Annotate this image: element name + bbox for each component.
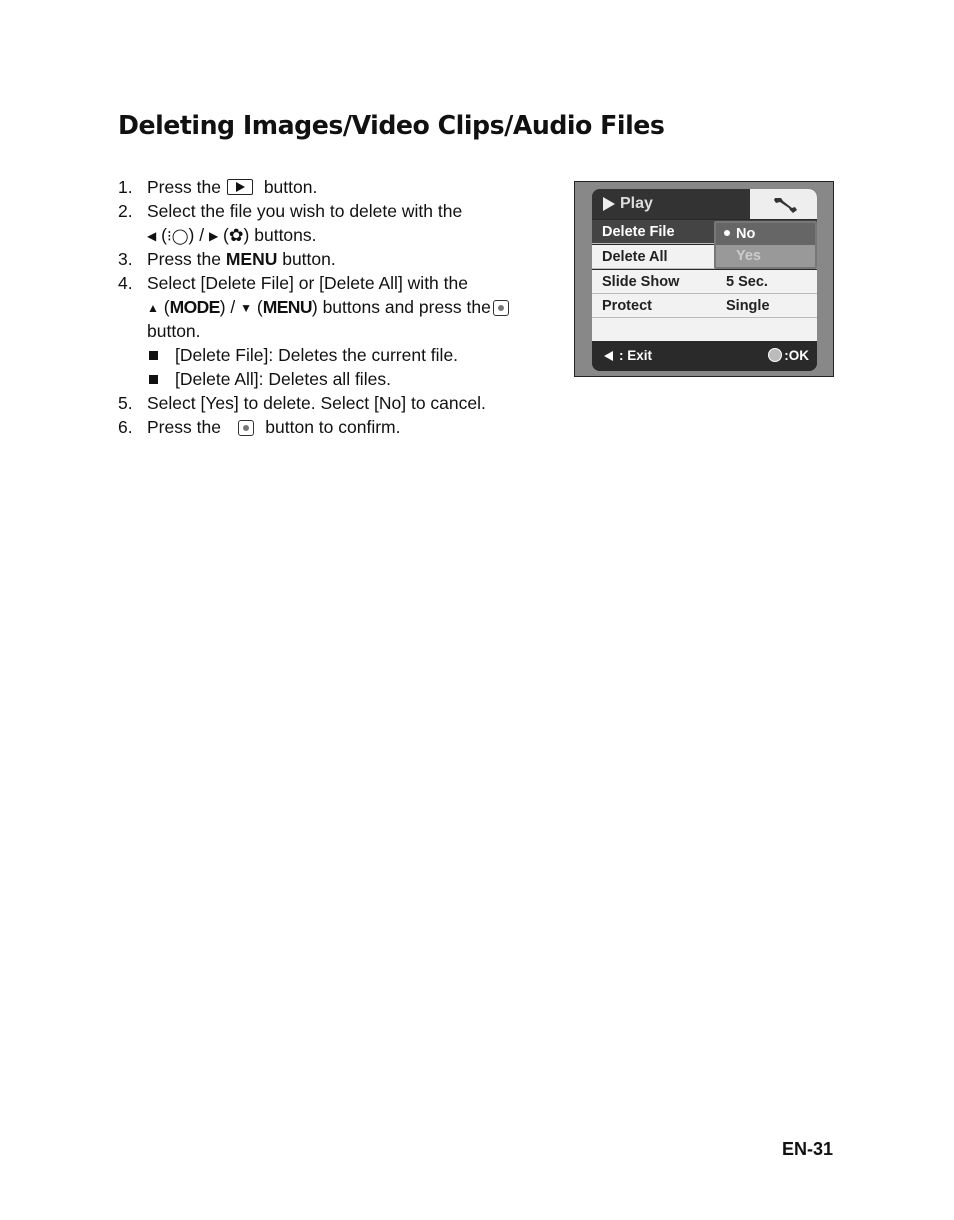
page-number: EN-31: [782, 1139, 834, 1159]
bullet-text: [Delete All]: Deletes all files.: [175, 369, 391, 389]
ok-button-icon: [493, 300, 509, 316]
menu-row-label: Delete File: [602, 224, 675, 240]
list-item: [118, 271, 558, 295]
playback-button-icon: [227, 179, 253, 195]
bullet-item: [118, 367, 558, 391]
step-number: 5.: [118, 393, 133, 413]
menu-row-protect: [592, 294, 817, 318]
list-item: [118, 415, 558, 439]
up-arrow-icon: ▲: [147, 301, 159, 315]
step-text: button.: [263, 177, 318, 197]
popup-option-no: [716, 223, 815, 245]
list-item-continuation: [118, 223, 558, 247]
mode-key-label: MODE: [169, 297, 220, 317]
popup-option-yes: Yes: [716, 245, 815, 267]
exit-hint: : Exit: [604, 341, 652, 371]
square-bullet-icon: [149, 375, 158, 384]
ok-hint-label: :OK: [784, 348, 809, 363]
step-text: Select the file you wish to delete with the: [147, 201, 463, 221]
step-text: ) buttons and press the: [311, 297, 491, 317]
list-item-continuation: [118, 319, 558, 343]
instruction-list: [118, 175, 558, 439]
menu-row-slide-show: [592, 270, 817, 294]
list-item: [118, 199, 558, 223]
menu-key-label: MENU: [262, 297, 312, 317]
self-timer-icon: ⁝◯: [166, 228, 189, 245]
list-item-continuation: [118, 295, 558, 319]
step-text: ) buttons.: [243, 225, 317, 245]
step-text: button.: [282, 249, 336, 269]
step-text: button.: [147, 321, 201, 341]
step-text: Press the: [147, 417, 221, 437]
menu-footer: [592, 341, 817, 371]
right-arrow-icon: ▶: [208, 229, 219, 243]
playback-menu: [592, 189, 817, 371]
step-text: Press the: [147, 177, 221, 197]
step-number: 3.: [118, 249, 133, 269]
tab-play: Play: [592, 189, 750, 219]
down-arrow-icon: ▼: [240, 301, 253, 315]
menu-key-label: MENU: [225, 249, 278, 269]
ok-hint: [768, 341, 809, 371]
menu-row-value: 5 Sec.: [726, 274, 768, 290]
popup-option-label: No: [736, 226, 756, 242]
square-bullet-icon: [149, 351, 158, 360]
step-number: 4.: [118, 273, 133, 293]
menu-tab-bar: [592, 189, 817, 219]
menu-row-label: Delete All: [602, 249, 668, 265]
wrench-icon: [772, 194, 798, 214]
left-arrow-icon: ◀: [147, 229, 157, 243]
ok-button-icon: [238, 420, 254, 436]
menu-row-value: Single: [726, 298, 770, 314]
step-text: (: [161, 225, 167, 245]
page-title: Deleting Images/Video Clips/Audio Files: [118, 111, 665, 141]
menu-row-label: Protect: [602, 298, 652, 314]
ok-dot-icon: [768, 348, 782, 362]
camera-screen-illustration: [574, 181, 834, 377]
step-number: 1.: [118, 177, 133, 197]
step-number: 6.: [118, 417, 133, 437]
list-item: [118, 247, 558, 271]
step-text: button to confirm.: [265, 417, 401, 437]
bullet-item: [118, 343, 558, 367]
step-text: Select [Delete File] or [Delete All] with the: [147, 273, 468, 293]
list-item: [118, 175, 558, 199]
confirm-popup: [714, 221, 817, 269]
list-item: [118, 391, 558, 415]
step-text: ) /: [188, 225, 205, 245]
step-text: (: [223, 225, 229, 245]
selected-dot-icon: [724, 230, 730, 236]
step-number: 2.: [118, 201, 133, 221]
step-text: (: [163, 297, 170, 317]
step-text: (: [256, 297, 263, 317]
menu-row-label: Slide Show: [602, 274, 680, 290]
bullet-text: [Delete File]: Deletes the current file.: [175, 345, 459, 365]
macro-flower-icon: ✿: [228, 225, 244, 245]
step-text: Select [Yes] to delete. Select [No] to cancel.: [147, 393, 486, 413]
menu-row-empty: [592, 318, 817, 341]
step-text: ) /: [219, 297, 236, 317]
tab-setup: [750, 189, 817, 219]
step-text: Press the: [147, 249, 221, 269]
